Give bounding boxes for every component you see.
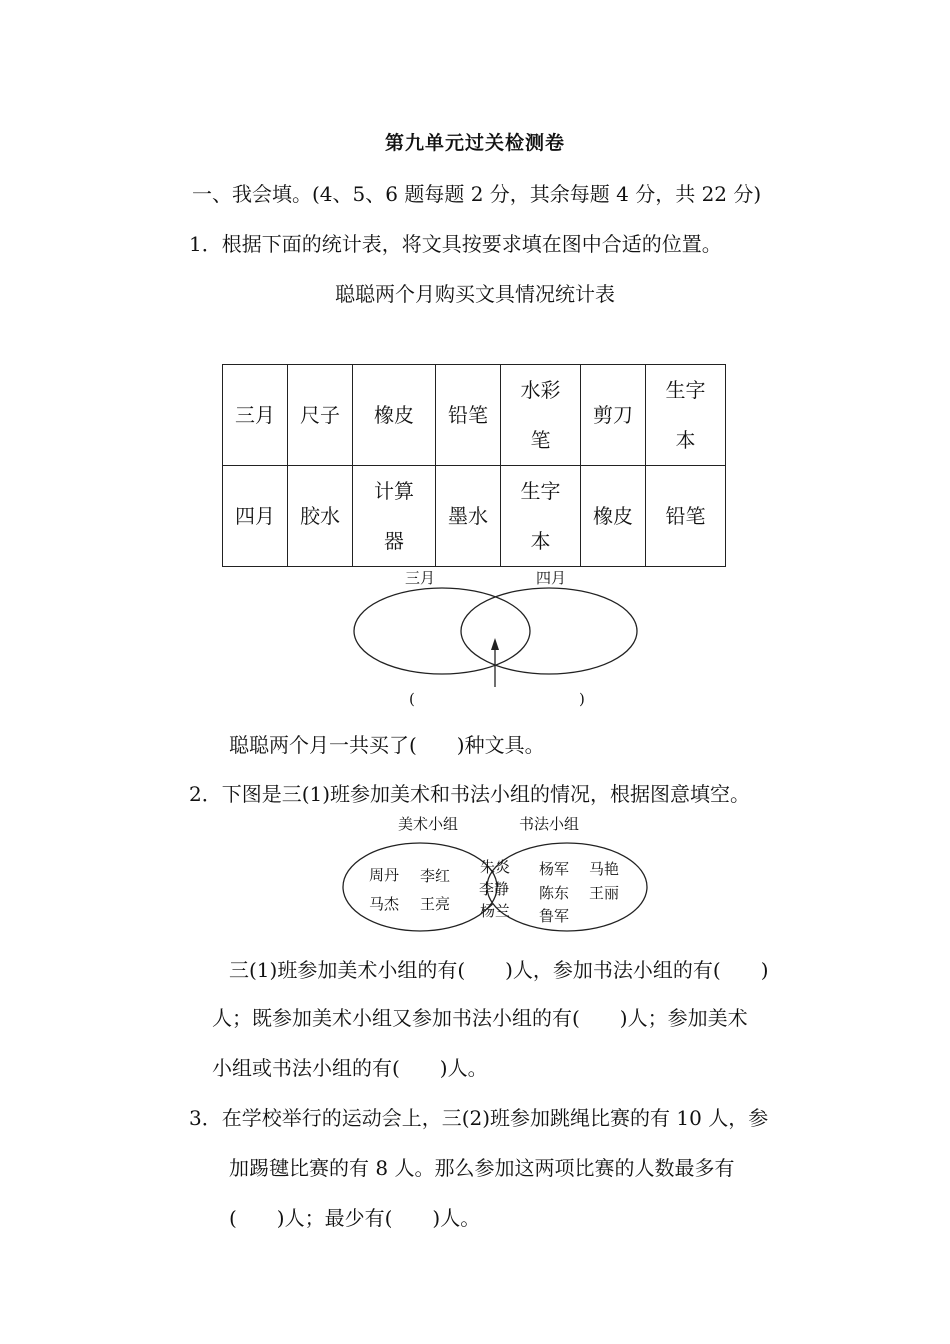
q3-line: 3．在学校举行的运动会上，三(2)班参加跳绳比赛的有 10 人，参 xyxy=(189,1106,769,1130)
table-cell-month: 四月 xyxy=(223,466,288,567)
venn1-arrowhead xyxy=(491,638,499,650)
venn2-name: 马杰 xyxy=(369,895,400,913)
table-cell: 铅笔 xyxy=(436,365,501,466)
venn1-right-circle xyxy=(461,588,637,674)
venn1-left-label: 三月 xyxy=(405,569,436,587)
table-cell: 生字本 xyxy=(501,466,581,567)
venn2-name: 王丽 xyxy=(589,884,620,902)
table-cell-month: 三月 xyxy=(223,365,288,466)
table-cell: 橡皮 xyxy=(581,466,646,567)
venn2-name: 陈东 xyxy=(539,884,570,902)
q2-answer-line: 小组或书法小组的有( )人。 xyxy=(212,1056,488,1080)
venn2-right-label: 书法小组 xyxy=(519,815,580,833)
table-title: 聪聪两个月购买文具情况统计表 xyxy=(335,282,615,306)
venn2-name: 朱炎 xyxy=(480,858,511,876)
venn2-name: 马艳 xyxy=(589,860,620,878)
table-cell: 橡皮 xyxy=(353,365,436,466)
table-cell: 尺子 xyxy=(288,365,353,466)
table-cell: 胶水 xyxy=(288,466,353,567)
venn2-left-circle xyxy=(343,843,497,931)
table-cell: 墨水 xyxy=(436,466,501,567)
venn2-left-label: 美术小组 xyxy=(398,815,459,833)
venn1-paren-close: ) xyxy=(579,690,585,708)
q2-answer-line: 三(1)班参加美术小组的有( )人，参加书法小组的有( ) xyxy=(229,958,769,982)
venn1-paren-open: ( xyxy=(409,690,415,708)
q2-answer-line: 人；既参加美术小组又参加书法小组的有( )人；参加美术 xyxy=(212,1006,748,1030)
q3-line: ( )人；最少有( )人。 xyxy=(229,1206,481,1230)
venn2-name: 杨军 xyxy=(539,860,570,878)
table-cell: 水彩笔 xyxy=(501,365,581,466)
q1-prompt: 1．根据下面的统计表，将文具按要求填在图中合适的位置。 xyxy=(189,232,722,256)
venn2-name: 鲁军 xyxy=(539,907,570,925)
table-cell: 计算器 xyxy=(353,466,436,567)
venn1-right-label: 四月 xyxy=(536,569,567,587)
table-cell: 铅笔 xyxy=(646,466,726,567)
venn2-name: 周丹 xyxy=(369,866,400,884)
table-cell: 剪刀 xyxy=(581,365,646,466)
table-cell: 生字本 xyxy=(646,365,726,466)
venn1-left-circle xyxy=(354,588,530,674)
venn2-name: 李静 xyxy=(479,880,510,898)
section1-header: 一、我会填。(4、5、6 题每题 2 分，其余每题 4 分，共 22 分) xyxy=(192,182,762,206)
venn2-name: 杨兰 xyxy=(480,902,511,920)
q1-answer-line: 聪聪两个月一共买了( )种文具。 xyxy=(229,733,545,757)
page-title: 第九单元过关检测卷 xyxy=(384,132,565,154)
q2-prompt: 2．下图是三(1)班参加美术和书法小组的情况，根据图意填空。 xyxy=(189,782,751,806)
venn2-name: 李红 xyxy=(420,867,451,885)
q3-line: 加踢毽比赛的有 8 人。那么参加这两项比赛的人数最多有 xyxy=(229,1156,735,1180)
venn2-name: 王亮 xyxy=(420,895,451,913)
